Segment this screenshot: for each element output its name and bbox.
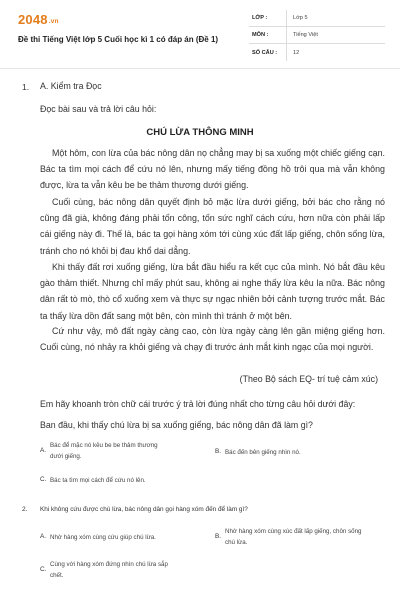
meta-value: Tiếng Việt [293, 32, 318, 38]
question-number: 2. [22, 506, 28, 513]
meta-row-class [249, 10, 385, 27]
option-letter: A. [40, 447, 47, 454]
question-number: 1. [22, 82, 30, 92]
answer-option-b[interactable] [215, 527, 380, 548]
option-letter: C. [40, 476, 47, 483]
option-text: Cùng với hàng xóm đứng nhìn chú lừa sắp chết. [50, 561, 168, 579]
meta-table [249, 10, 385, 61]
option-letter: B. [215, 533, 222, 540]
page-header [0, 0, 400, 62]
question-text: Ban đầu, khi thấy chú lừa bị sa xuống giếng, bác nông dân đã làm gì? [40, 420, 313, 430]
logo-main: 2048 [18, 12, 48, 27]
site-logo[interactable] [18, 12, 59, 27]
option-letter: C. [40, 566, 47, 573]
option-text: Bác đến bên giếng nhìn nó. [225, 449, 301, 456]
meta-value: 12 [293, 49, 300, 56]
option-letter: B. [215, 448, 222, 455]
option-text: Nhờ hàng xóm cùng cứu giúp chú lừa. [50, 534, 156, 541]
story-paragraph: Cứ như vậy, mô đất ngày càng cao, còn lừa ngày càng lên gần miệng giếng hơn. Cuối cùng, nó nhảy ra khỏi giếng và chạy đi trước ánh mắt kinh ngạc của mọi người. [40, 326, 385, 353]
document-title: Đề thi Tiếng Việt lớp 5 Cuối học kì 1 có đáp án (Đề 1) [18, 35, 219, 44]
section-heading: A. Kiểm tra Đọc [40, 81, 102, 91]
meta-row-count [249, 44, 385, 61]
answer-option-b[interactable] [215, 448, 375, 459]
answer-option-a[interactable] [40, 533, 210, 544]
option-text: Bác ta tìm mọi cách để cứu nó lên. [50, 477, 146, 484]
option-letter: A. [40, 533, 47, 540]
option-text: Bác để mặc nó kêu be be thảm thương dưới giếng. [50, 442, 158, 460]
reading-instruction: Đọc bài sau và trả lời câu hỏi: [40, 104, 157, 114]
story-title: CHÚ LỪA THÔNG MINH [146, 127, 254, 138]
question-text: Khi không cứu được chú lừa, bác nông dân gọi hàng xóm đến để làm gì? [40, 506, 248, 513]
story-paragraph: Khi thấy đất rơi xuống giếng, lừa bắt đầu hiểu ra kết cục của mình. Nó bắt đầu kêu gào thảm thiết. Nhưng chỉ mấy phút sau, không ai nghe thấy lừa kêu la nữa. Bác nông dân rất tò mò, thò cổ xuống xem và thực sự ngạc nhiên bởi cảnh tượng trước mắt. Bác ta thấy lừa dồn đất sang một bên, còn mình thì tránh ở một bên. [40, 262, 385, 321]
meta-label: MÔN : [249, 27, 287, 43]
meta-label: LỚP : [249, 10, 287, 26]
header-divider [0, 68, 400, 69]
story-source: (Theo Bộ sách EQ- trí tuệ cảm xúc) [239, 374, 378, 384]
answer-option-a[interactable] [40, 441, 200, 462]
task-instruction: Em hãy khoanh tròn chữ cái trước ý trả lời đúng nhất cho từng câu hỏi dưới đây: [40, 399, 356, 409]
meta-value: Lớp 5 [293, 15, 308, 21]
answer-option-c[interactable] [40, 476, 340, 487]
meta-label: SỐ CÂU : [249, 44, 287, 61]
answer-option-c[interactable] [40, 560, 210, 581]
story-paragraph: Một hôm, con lừa của bác nông dân nọ chẳng may bị sa xuống một chiếc giếng cạn. Bác ta tìm mọi cách để cứu nó lên, nhưng mấy tiếng đồng hồ trôi qua mà vẫn không được, lừa ta vẫn kêu be be thảm thương dưới giếng. [40, 148, 385, 191]
story-paragraph: Cuối cùng, bác nông dân quyết định bỏ mặc lừa dưới giếng, bởi bác cho rằng nó cũng đã già, không đáng phải tốn công, tốn sức nghĩ cách cứu, hơn nữa còn phải lấp cái giếng này đi. Thế là, bác ta gọi hàng xóm tới cùng xúc đất lấp giếng, chôn sống lừa, tránh cho nó khỏi bị đau khổ dai dẳng. [40, 197, 385, 256]
option-text: Nhờ hàng xóm cùng xúc đất lấp giếng, chôn sống chú lừa. [225, 528, 362, 546]
meta-row-subject [249, 27, 385, 44]
logo-suffix: .vn [48, 18, 59, 25]
